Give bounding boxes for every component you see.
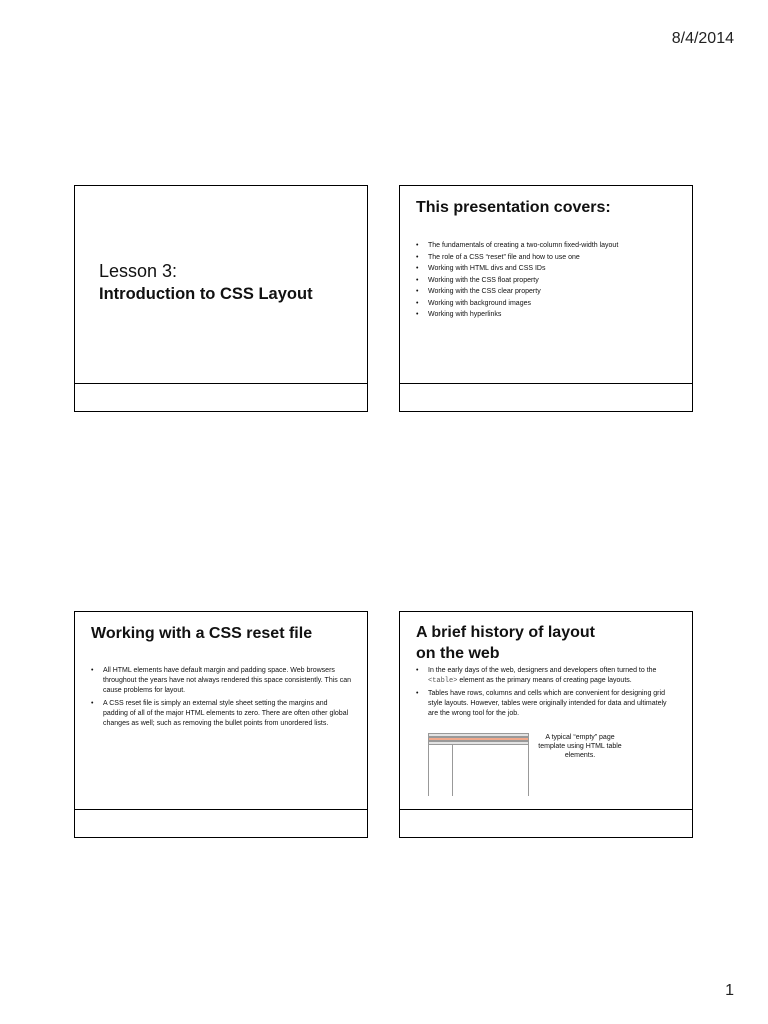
table-column-border bbox=[428, 745, 429, 796]
lesson-title bbox=[99, 260, 313, 306]
bullet-list bbox=[416, 241, 676, 322]
list-item: • The role of a CSS “reset” file and how to use one bbox=[416, 253, 676, 263]
bullet-list bbox=[91, 666, 351, 732]
slide-heading: This presentation covers: bbox=[416, 199, 611, 216]
bullet-text: element as the primary means of creating page layouts. bbox=[457, 677, 632, 684]
table-row-nav bbox=[428, 741, 529, 745]
notes-divider bbox=[400, 809, 692, 810]
notes-divider bbox=[75, 383, 367, 384]
table-code: <table> bbox=[428, 677, 458, 685]
list-item: • A CSS reset file is simply an external style sheet setting the margins and padding of all of the major HTML elements to zero. There are often other global changes as well; such as removing the bullet points from unordered lists. bbox=[91, 699, 351, 729]
heading-line-1: A brief history of layout bbox=[416, 624, 595, 641]
list-item: • Working with background images bbox=[416, 299, 676, 309]
bullet-list bbox=[416, 666, 676, 722]
list-item: • Working with the CSS clear property bbox=[416, 287, 676, 297]
slide-thumbnail-1 bbox=[74, 185, 368, 412]
table-layout-diagram bbox=[428, 733, 529, 796]
slide-thumbnail-3 bbox=[74, 611, 368, 838]
lesson-number: Lesson 3: bbox=[99, 261, 178, 281]
slide-thumbnail-4 bbox=[399, 611, 693, 838]
heading-line-2: on the web bbox=[416, 645, 500, 662]
slide-heading bbox=[416, 622, 595, 664]
table-column-border bbox=[452, 745, 453, 796]
list-item bbox=[416, 666, 676, 686]
list-item: • All HTML elements have default margin and padding space. Web browsers throughout the years have not always rendered this space consistently. This can cause problems for layout. bbox=[91, 666, 351, 696]
list-item: • Working with hyperlinks bbox=[416, 310, 676, 320]
lesson-name: Introduction to CSS Layout bbox=[99, 285, 313, 303]
slide-heading: Working with a CSS reset file bbox=[91, 625, 313, 642]
bullet-text: In the early days of the web, designers and developers often turned to the bbox=[428, 667, 657, 674]
notes-divider bbox=[400, 383, 692, 384]
table-column-border bbox=[528, 745, 529, 796]
list-item: • Tables have rows, columns and cells which are convenient for designing grid style layouts. However, tables were originally intended for data and ultimately are the wrong tool for the job. bbox=[416, 689, 676, 719]
page-date: 8/4/2014 bbox=[671, 30, 734, 47]
list-item: • The fundamentals of creating a two-column fixed-width layout bbox=[416, 241, 676, 251]
page-number: 1 bbox=[725, 982, 734, 999]
list-item: • Working with the CSS float property bbox=[416, 276, 676, 286]
diagram-caption: A typical “empty” page template using HTML table elements. bbox=[538, 734, 622, 759]
notes-divider bbox=[75, 809, 367, 810]
slide-thumbnail-2 bbox=[399, 185, 693, 412]
list-item: • Working with HTML divs and CSS IDs bbox=[416, 264, 676, 274]
